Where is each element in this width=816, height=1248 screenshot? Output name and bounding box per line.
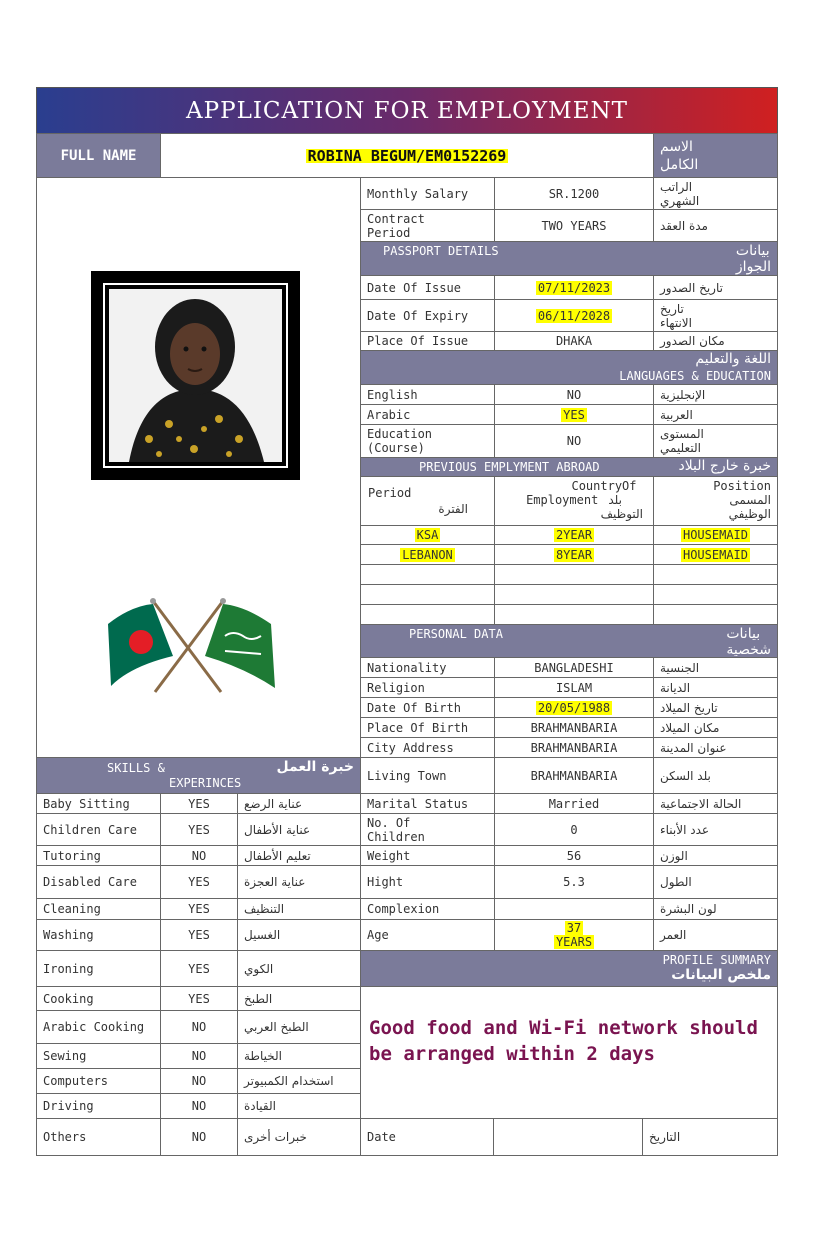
previous-employment-heading <box>360 457 778 477</box>
skill-others-value: NO <box>160 1118 238 1156</box>
skill-tutoring-value: NO <box>160 845 238 866</box>
expiry-date-label-ar <box>653 299 778 332</box>
skill-ironing-label: Ironing <box>36 950 161 987</box>
col-position-ar-1: المسمى <box>729 493 771 507</box>
expiry-date-label: Date Of Expiry <box>360 299 495 332</box>
dob-value <box>494 697 654 718</box>
skill-baby-sitting-value: YES <box>160 793 238 814</box>
english-label: English <box>360 384 495 405</box>
skill-driving-value: NO <box>160 1093 238 1119</box>
skill-cooking-value: YES <box>160 986 238 1011</box>
skill-washing-label: Washing <box>36 919 161 951</box>
contract-period-label <box>360 209 495 242</box>
dob-label: Date Of Birth <box>360 697 495 718</box>
languages-heading-text: LANGUAGES & EDUCATION <box>619 369 771 383</box>
expiry-ar-2: الانتهاء <box>660 315 692 330</box>
skill-ironing-ar: الكوي <box>237 950 361 987</box>
arabic-value <box>494 404 654 425</box>
english-value: NO <box>494 384 654 405</box>
profile-heading-ar: ملخص البيانات <box>671 967 771 983</box>
town-label-ar: بلد السكن <box>653 757 778 794</box>
age-label: Age <box>360 919 495 951</box>
employment-row-2-country <box>360 544 495 565</box>
skill-sewing-ar: الخياطة <box>237 1043 361 1069</box>
skill-cleaning-label: Cleaning <box>36 898 161 920</box>
arabic-value-text: YES <box>563 407 585 422</box>
children-value: 0 <box>494 813 654 846</box>
employment-row-empty <box>494 604 654 625</box>
salary-label: Monthly Salary <box>360 177 495 210</box>
dob-label-ar: تاريخ الميلاد <box>653 697 778 718</box>
town-label: Living Town <box>360 757 495 794</box>
passport-heading-ar-1: بيانات <box>735 243 770 259</box>
religion-value: ISLAM <box>494 677 654 698</box>
city-value: BRAHMANBARIA <box>494 737 654 758</box>
employment-row-1-position <box>653 525 778 545</box>
skills-heading-2: EXPERINCES <box>169 776 242 790</box>
marital-value: Married <box>494 793 654 814</box>
pob-value: BRAHMANBARIA <box>494 717 654 738</box>
weight-value: 56 <box>494 845 654 866</box>
english-label-ar: الإنجليزية <box>653 384 778 405</box>
contract-period-label-ar: مدة العقد <box>653 209 778 242</box>
nationality-label: Nationality <box>360 657 495 678</box>
skill-driving-label: Driving <box>36 1093 161 1119</box>
education-label-2: (Course) <box>367 441 425 455</box>
skill-disabled-care-value: YES <box>160 865 238 899</box>
issue-date-label-ar: تاريخ الصدور <box>653 275 778 300</box>
skill-baby-sitting-label: Baby Sitting <box>36 793 161 814</box>
personal-heading-ar-2: شخصية <box>726 642 771 658</box>
date-label: Date <box>360 1118 494 1156</box>
religion-label: Religion <box>360 677 495 698</box>
col-position-ar-2: الوظيفي <box>728 507 771 521</box>
profile-heading-text: PROFILE SUMMARY <box>662 953 771 967</box>
skill-arabic-cooking-value: NO <box>160 1010 238 1044</box>
previous-employment-heading-text: PREVIOUS EMPLYMENT ABROAD <box>419 460 600 474</box>
skill-children-care-value: YES <box>160 813 238 846</box>
previous-employment-heading-ar: خبرة خارج البلاد <box>678 458 771 474</box>
skill-cleaning-ar: التنظيف <box>237 898 361 920</box>
employment-row-empty <box>653 584 778 605</box>
contract-period-label-1: Contract <box>367 211 425 226</box>
expiry-date-value <box>494 299 654 332</box>
skills-heading <box>36 757 361 794</box>
col-country-ar-1: بلد <box>608 493 622 507</box>
skill-washing-value: YES <box>160 919 238 951</box>
expiry-date-text: 06/11/2028 <box>537 308 611 323</box>
full-name-value <box>160 133 654 178</box>
age-value <box>494 919 654 951</box>
col-period-text: Period <box>368 486 412 500</box>
complexion-label: Complexion <box>360 898 495 920</box>
skill-arabic-cooking-label: Arabic Cooking <box>36 1010 161 1044</box>
weight-label-ar: الوزن <box>653 845 778 866</box>
height-label: Hight <box>360 865 495 899</box>
skill-cooking-label: Cooking <box>36 986 161 1011</box>
skill-cleaning-value: YES <box>160 898 238 920</box>
skill-baby-sitting-ar: عناية الرضع <box>237 793 361 814</box>
employment-row-empty <box>360 564 495 585</box>
expiry-ar-1: تاريخ <box>660 301 684 316</box>
employment-row-1-period-text: 2YEAR <box>555 528 593 542</box>
date-value <box>493 1118 643 1156</box>
dob-value-text: 20/05/1988 <box>537 700 611 715</box>
passport-heading-text: PASSPORT DETAILS <box>383 244 499 258</box>
issue-place-label: Place Of Issue <box>360 331 495 351</box>
complexion-label-ar: لون البشرة <box>653 898 778 920</box>
religion-label-ar: الديانة <box>653 677 778 698</box>
skill-sewing-value: NO <box>160 1043 238 1069</box>
skill-driving-ar: القيادة <box>237 1093 361 1119</box>
weight-label: Weight <box>360 845 495 866</box>
skill-arabic-cooking-ar: الطبخ العربي <box>237 1010 361 1044</box>
personal-heading-text: PERSONAL DATA <box>409 627 503 641</box>
skill-disabled-care-ar: عناية العجزة <box>237 865 361 899</box>
skill-washing-ar: الغسيل <box>237 919 361 951</box>
skill-computers-label: Computers <box>36 1068 161 1094</box>
issue-date-value <box>494 275 654 300</box>
full-name-label: FULL NAME <box>36 133 161 178</box>
employment-row-1-country <box>360 525 495 545</box>
col-position-header <box>653 476 778 526</box>
col-country-header <box>494 476 654 526</box>
complexion-value <box>494 898 654 920</box>
arabic-label: Arabic <box>360 404 495 425</box>
personal-heading-ar-1: بيانات <box>726 626 761 642</box>
marital-label-ar: الحالة الاجتماعية <box>653 793 778 814</box>
passport-heading-ar <box>736 243 771 275</box>
col-period-ar: الفترة <box>438 502 468 516</box>
education-label <box>360 424 495 458</box>
salary-ar-1: الراتب <box>660 179 693 194</box>
full-name-label-ar <box>653 133 778 178</box>
nationality-value: BANGLADESHI <box>494 657 654 678</box>
issue-place-value: DHAKA <box>494 331 654 351</box>
age-value-unit: YEARS <box>555 935 593 949</box>
height-value: 5.3 <box>494 865 654 899</box>
education-value: NO <box>494 424 654 458</box>
skill-children-care-ar: عناية الأطفال <box>237 813 361 846</box>
issue-place-label-ar: مكان الصدور <box>653 331 778 351</box>
page-title: APPLICATION FOR EMPLOYMENT <box>36 87 778 134</box>
education-label-ar <box>653 424 778 458</box>
height-label-ar: الطول <box>653 865 778 899</box>
town-value: BRAHMANBARIA <box>494 757 654 794</box>
arabic-label-ar: العربية <box>653 404 778 425</box>
issue-date-label: Date Of Issue <box>360 275 495 300</box>
employment-row-empty <box>360 604 495 625</box>
col-country-ar-2: التوظيف <box>600 507 643 521</box>
education-ar-1: المستوى <box>660 427 704 441</box>
applicant-photo <box>109 289 282 462</box>
skill-others-label: Others <box>36 1118 161 1156</box>
salary-ar-2: الشهري <box>660 193 700 208</box>
applicant-portrait-icon <box>109 289 282 462</box>
employment-row-1-position-text: HOUSEMAID <box>682 528 749 542</box>
age-label-ar: العمر <box>653 919 778 951</box>
employment-row-2-position <box>653 544 778 565</box>
skill-computers-ar: استخدام الكمبيوتر <box>237 1068 361 1094</box>
contract-period-value: TWO YEARS <box>494 209 654 242</box>
skills-heading-text <box>107 761 241 791</box>
skill-computers-value: NO <box>160 1068 238 1094</box>
photo-panel <box>36 177 361 758</box>
age-value-number: 37 <box>566 921 582 935</box>
employment-row-empty <box>360 584 495 605</box>
col-position-text: Position <box>713 479 771 493</box>
profile-heading <box>360 950 778 987</box>
employment-row-2-period-text: 8YEAR <box>555 547 593 562</box>
languages-heading <box>360 350 778 385</box>
issue-date-text: 07/11/2023 <box>537 280 611 295</box>
personal-heading-ar <box>726 626 771 658</box>
languages-heading-ar: اللغة والتعليم <box>695 351 771 367</box>
full-name-ar-1: الاسم <box>660 138 693 155</box>
full-name-ar-2: الكامل <box>660 156 699 173</box>
profile-summary-text: Good food and Wi-Fi network should be arranged within 2 days <box>360 986 778 1119</box>
skill-tutoring-ar: تعليم الأطفال <box>237 845 361 866</box>
skill-others-ar: خبرات أخرى <box>237 1118 361 1156</box>
salary-label-ar <box>653 177 778 210</box>
photo-inner-border <box>103 283 288 468</box>
employment-row-1-country-text: KSA <box>416 528 439 542</box>
children-label-ar: عدد الأبناء <box>653 813 778 846</box>
skill-cooking-ar: الطبخ <box>237 986 361 1011</box>
children-label-1: No. Of <box>367 815 411 830</box>
employment-row-2-period <box>494 544 654 565</box>
skill-disabled-care-label: Disabled Care <box>36 865 161 899</box>
bangladesh-saudi-flags-icon <box>103 596 283 696</box>
marital-label: Marital Status <box>360 793 495 814</box>
col-country-text-1: CountryOf <box>571 479 637 493</box>
passport-heading <box>360 241 778 276</box>
employment-row-empty <box>653 604 778 625</box>
children-label-2: Children <box>367 829 425 844</box>
col-country-text-2: Employment <box>526 493 599 507</box>
skill-ironing-value: YES <box>160 950 238 987</box>
photo-frame <box>91 271 300 480</box>
skill-sewing-label: Sewing <box>36 1043 161 1069</box>
city-label-ar: عنوان المدينة <box>653 737 778 758</box>
passport-heading-ar-2: الجواز <box>735 259 771 275</box>
children-label <box>360 813 495 846</box>
col-period-header <box>360 476 495 526</box>
employment-row-empty <box>494 564 654 585</box>
nationality-label-ar: الجنسية <box>653 657 778 678</box>
education-label-1: Education <box>367 427 433 441</box>
skills-heading-ar: خبرة العمل <box>276 759 354 775</box>
personal-heading <box>360 624 778 658</box>
employment-row-2-country-text: LEBANON <box>402 547 453 562</box>
skill-children-care-label: Children Care <box>36 813 161 846</box>
salary-value: SR.1200 <box>494 177 654 210</box>
pob-label-ar: مكان الميلاد <box>653 717 778 738</box>
employment-row-1-period <box>494 525 654 545</box>
employment-row-empty <box>653 564 778 585</box>
skill-tutoring-label: Tutoring <box>36 845 161 866</box>
pob-label: Place Of Birth <box>360 717 495 738</box>
date-label-ar: التاريخ <box>642 1118 778 1156</box>
skills-heading-1: SKILLS & <box>107 761 165 775</box>
contract-period-label-2: Period <box>367 225 411 240</box>
employment-row-empty <box>494 584 654 605</box>
education-ar-2: التعليمي <box>660 441 701 455</box>
city-label: City Address <box>360 737 495 758</box>
employment-row-2-position-text: HOUSEMAID <box>682 547 749 562</box>
full-name-text: ROBINA BEGUM/EM0152269 <box>307 146 507 165</box>
